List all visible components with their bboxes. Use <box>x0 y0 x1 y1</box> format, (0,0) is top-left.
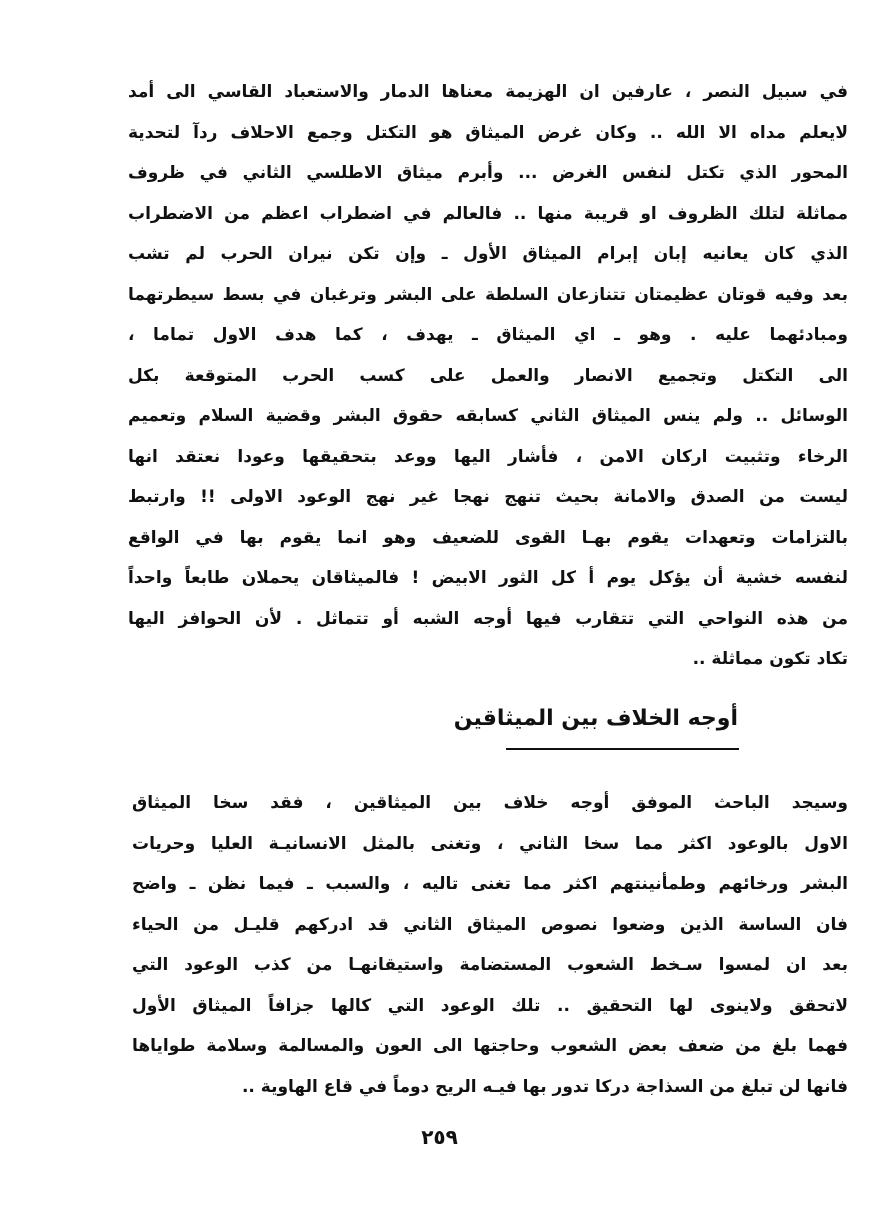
text-line: فهما بلغ من ضعف بعض الشعوب وحاجتها الى العون والمسالمة وسلامة طواياها <box>132 1036 848 1056</box>
text-line: الرخاء وتثبيت اركان الامن ، فأشار اليها ووعد بتحقيقها وعودا نعتقد انها <box>128 446 848 467</box>
text-line: وسيجد الباحث الموفق أوجه خلاف بين الميثاقين ، فقد سخا الميثاق <box>132 793 848 813</box>
text-line: مماثلة لتلك الظروف او قريبة منها .. فالعالم في اضطراب اعظم من الاضطراب <box>128 203 848 224</box>
text-line: تكاد تكون مماثلة .. <box>692 649 848 669</box>
text-line: بعد ان لمسوا سـخط الشعوب المستضامة واستيقانهـا من كذب الوعود التي <box>132 955 848 975</box>
paragraph-2 <box>132 783 848 1107</box>
heading-underline <box>506 748 739 750</box>
section-heading: أوجه الخلاف بين الميثاقين <box>453 706 738 731</box>
text-line: بالتزامات وتعهدات يقوم بهـا القوى للضعيف وهو انما يقوم بها في الواقع <box>128 527 848 548</box>
text-line: ومبادئهما عليه . وهو ـ اي الميثاق ـ يهدف ، كما هدف الاول تماما ، <box>128 325 848 345</box>
text-line: الى التكتل وتجميع الانصار والعمل على كسب الحرب المتوقعة بكل <box>128 365 848 386</box>
text-line: بعد وفيه قوتان عظيمتان تتنازعان السلطة على البشر وترغبان في بسط سيطرتهما <box>128 284 848 305</box>
text-line: من هذه النواحي التي تتقارب فيها أوجه الشبه أو تتماثل . لأن الحوافز اليها <box>128 608 848 629</box>
text-line: المحور الذي تكتل لنفس الغرض ... وأبرم ميثاق الاطلسي الثاني في ظروف <box>128 163 848 183</box>
text-line: لنفسه خشية أن يؤكل يوم أ كل الثور الابيض ! فالميثاقان يحملان طابعاً واحداً <box>128 568 848 588</box>
text-line: فان الساسة الذين وضعوا نصوص الميثاق الثاني قد ادركهم قليـل من الحياء <box>132 914 848 935</box>
text-line: لايعلم مداه الا الله .. وكان غرض الميثاق هو التكتل وجمع الاحلاف ردآ لتحدية <box>128 122 848 143</box>
text-line: الوسائل .. ولم ينس الميثاق الثاني كسابقه حقوق البشر وقضية السلام وتعميم <box>128 406 848 426</box>
text-line: ليست من الصدق والامانة بحيث تنهج نهجا غير نهج الوعود الاولى !! وارتبط <box>128 487 848 507</box>
text-line: فانها لن تبلغ من السذاجة دركا تدور بها فيـه الريح دوماً في قاع الهاوية .. <box>241 1076 848 1097</box>
text-line: الاول بالوعود اكثر مما سخا الثاني ، وتغنى بالمثل الانسانيـة العليا وحريات <box>132 833 848 854</box>
text-line: في سبيل النصر ، عارفين ان الهزيمة معناها الدمار والاستعباد القاسي الى أمد <box>128 82 848 102</box>
text-line: الذي كان يعانيه إبان إبرام الميثاق الأول ـ وإن تكن نيران الحرب لم تشب <box>128 244 848 264</box>
paragraph-1 <box>128 72 848 680</box>
text-line: لاتحقق ولاينوى لها التحقيق .. تلك الوعود التي كالها جزافاً الميثاق الأول <box>132 995 848 1016</box>
page-number: ٢٥٩ <box>421 1125 458 1149</box>
text-line: البشر ورخائهم وطمأنينتهم اكثر مما تغنى تاليه ، والسبب ـ فيما نظن ـ واضح <box>132 874 848 894</box>
